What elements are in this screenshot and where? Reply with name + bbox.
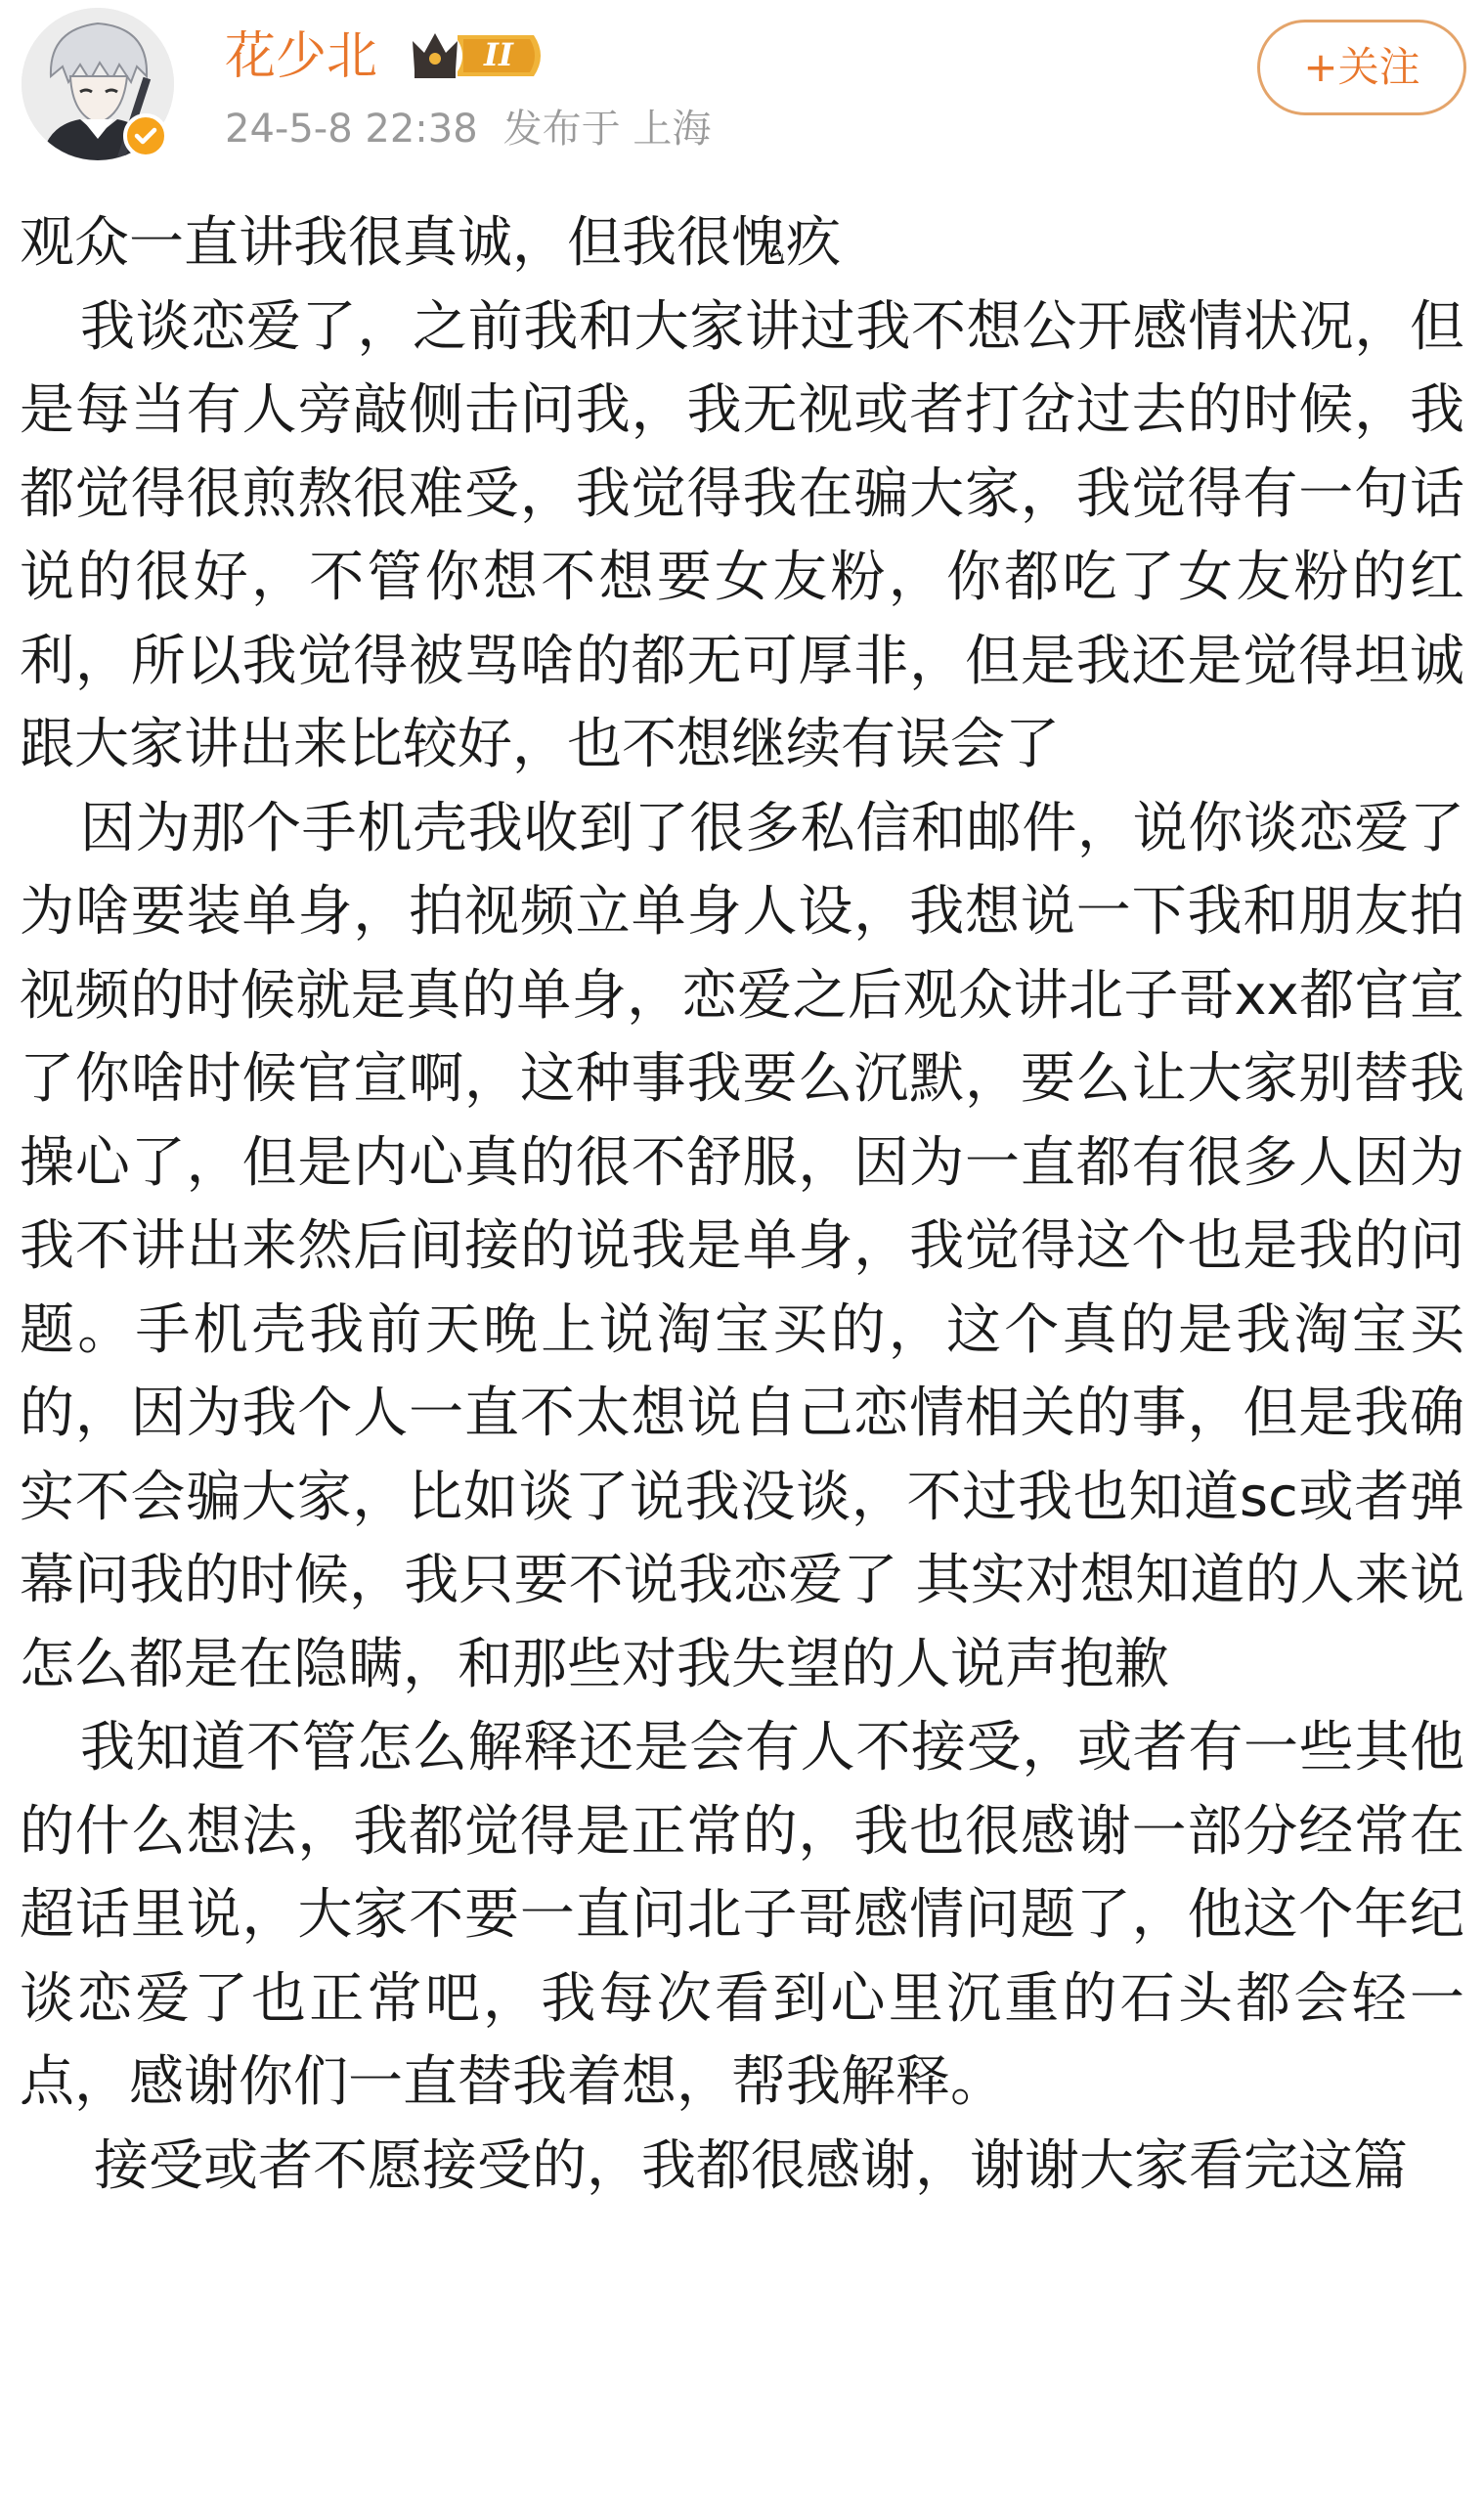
level-badge — [405, 25, 549, 86]
post-title-line: 观众一直讲我很真诚，但我很愧疚 — [20, 211, 841, 275]
post-content — [20, 201, 1464, 2208]
post-location: 发布于 上海 — [502, 107, 712, 152]
follow-button[interactable]: +关注 — [1257, 20, 1466, 115]
post-header — [0, 0, 1484, 186]
author-name[interactable]: 花少北 — [225, 27, 378, 86]
level-number: II — [484, 36, 513, 73]
post-paragraph: 接受或者不愿接受的，我都很感谢，谢谢大家看完这篇 — [94, 2133, 1408, 2198]
post-meta — [225, 98, 736, 160]
verified-badge-icon — [123, 113, 168, 158]
post-time: 24-5-8 22:38 — [225, 107, 478, 152]
post-paragraph: 因为那个手机壳我收到了很多私信和邮件，说你谈恋爱了为啥要装单身，拍视频立单身人设，我想说一下我和朋友拍视频的时候就是真的单身，恋爱之后观众讲北子哥xx都官宣了你啥时候官宣啊，这种事我要么沉默，要么让大家别替我操心了，但是内心真的很不舒服，因为一直都有很多人因为我不讲出来然后间接的说我是单身，我觉得这个也是我的问题。手机壳我前天晚上说淘宝买的，这个真的是我淘宝买的，因为我个人一直不太想说自己恋情相关的事，但是我确实不会骗大家，比如谈了说我没谈，不过我也知道sc或者弹幕问我的时候，我只要不说我恋爱了 其实对想知道的人来说怎么都是在隐瞒，和那些对我失望的人说声抱歉 — [20, 796, 1464, 1696]
post-paragraph: 我谈恋爱了，之前我和大家讲过我不想公开感情状况，但是每当有人旁敲侧击问我，我无视或者打岔过去的时候，我都觉得很煎熬很难受，我觉得我在骗大家，我觉得有一句话说的很好，不管你想不想要女友粉，你都吃了女友粉的红利，所以我觉得被骂啥的都无可厚非，但是我还是觉得坦诚跟大家讲出来比较好，也不想继续有误会了 — [20, 294, 1464, 776]
post-paragraph: 我知道不管怎么解释还是会有人不接受，或者有一些其他的什么想法，我都觉得是正常的，我也很感谢一部分经常在超话里说，大家不要一直问北子哥感情问题了，他这个年纪谈恋爱了也正常吧，我每次看到心里沉重的石头都会轻一点，感谢你们一直替我着想，帮我解释。 — [20, 1716, 1464, 2114]
